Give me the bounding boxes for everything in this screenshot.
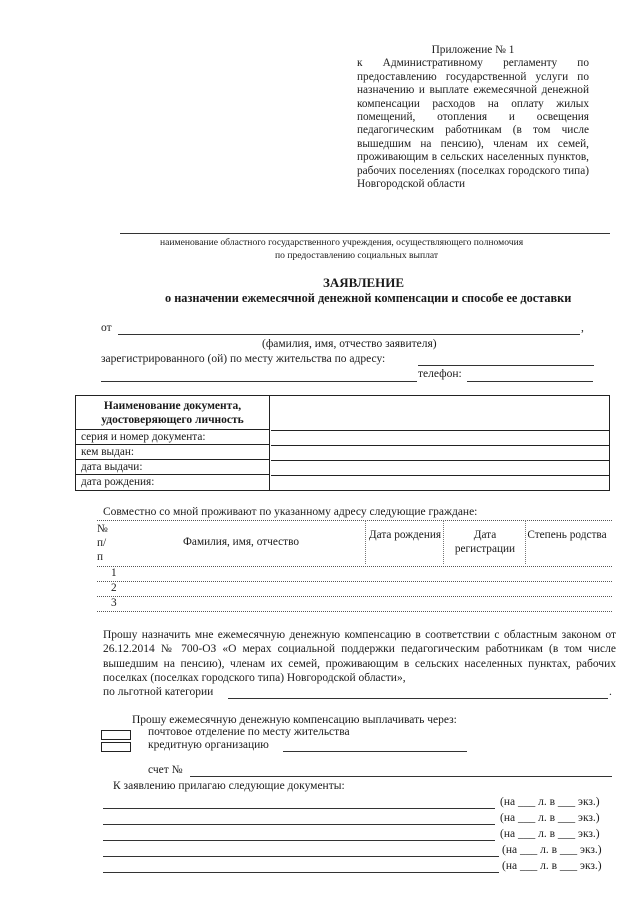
post-office-checkbox[interactable] xyxy=(101,730,131,740)
account-label: счет № xyxy=(148,764,183,776)
appendix-block xyxy=(357,44,589,191)
col-birth-date: Дата рождения xyxy=(368,529,442,541)
address-label: зарегистрированного (ой) по месту жительства по адресу: xyxy=(101,353,386,365)
resident-row-1[interactable] xyxy=(97,581,612,582)
payment-intro: Прошу ежемесячную денежную компенсацию выплачивать через: xyxy=(132,714,457,726)
phone-label: телефон: xyxy=(418,368,462,380)
appendix-title: Приложение № 1 xyxy=(431,44,515,56)
attachment-field-5[interactable] xyxy=(103,872,499,873)
post-office-label: почтовое отделение по месту жительства xyxy=(148,726,350,738)
category-field[interactable] xyxy=(228,698,608,699)
attachment-field-1[interactable] xyxy=(103,808,495,809)
col-number: № п/ п xyxy=(97,523,108,563)
doc-field-issued-by[interactable] xyxy=(271,445,609,461)
doc-row-birth-date: дата рождения: xyxy=(76,475,270,490)
credit-org-field[interactable] xyxy=(283,751,467,752)
attachment-field-2[interactable] xyxy=(103,824,495,825)
resident-row-3-number: 3 xyxy=(111,597,117,609)
col-registration-date: Дата регистрации xyxy=(454,529,516,555)
doc-field-birth-date[interactable] xyxy=(271,475,609,490)
doc-field-series[interactable] xyxy=(271,430,609,446)
credit-org-checkbox[interactable] xyxy=(101,742,131,752)
document-subtitle: о назначении ежемесячной денежной компенсации и способе ее доставки xyxy=(165,291,572,305)
phone-field[interactable] xyxy=(467,381,593,382)
resident-row-3[interactable] xyxy=(97,611,612,612)
doc-field-issue-date[interactable] xyxy=(271,460,609,476)
account-field[interactable] xyxy=(190,776,612,777)
attachments-intro: К заявлению прилагаю следующие документы: xyxy=(113,780,345,792)
institution-name-line[interactable] xyxy=(120,233,610,234)
address-field-2[interactable] xyxy=(101,381,417,382)
from-comma: , xyxy=(581,322,584,334)
request-paragraph: Прошу назначить мне ежемесячную денежную компенсацию в соответствии с областным законом от 26.12.2014 № 700-ОЗ «О мерах социальной поддержки педагогическим работникам (в том числе вышедшим на пенсию), членам их семей, проживающим в сельских населенных пунктах, рабочих поселках (поселках городского типа) Новгородской области», xyxy=(103,629,616,685)
identity-doc-name-field[interactable] xyxy=(271,396,609,431)
identity-document-table xyxy=(75,395,610,491)
category-dot: . xyxy=(609,686,612,698)
resident-row-1-number: 1 xyxy=(111,567,117,579)
col-relation: Степень родства xyxy=(527,529,607,541)
attachment-suffix-4: (на ___ л. в ___ экз.) xyxy=(502,844,602,856)
resident-row-2[interactable] xyxy=(97,596,612,597)
address-field-1[interactable] xyxy=(418,365,594,366)
residents-intro: Совместно со мной проживают по указанному адресу следующие граждане: xyxy=(103,506,478,518)
institution-caption-2: по предоставлению социальных выплат xyxy=(275,250,439,261)
resident-row-2-number: 2 xyxy=(111,582,117,594)
attachment-suffix-5: (на ___ л. в ___ экз.) xyxy=(502,860,602,872)
document-title: ЗАЯВЛЕНИЕ xyxy=(323,275,405,290)
from-label: от xyxy=(101,322,112,334)
attachment-field-3[interactable] xyxy=(103,840,495,841)
institution-caption-1: наименование областного государственного учреждения, осуществляющего полномочия xyxy=(160,237,524,248)
credit-org-label: кредитную организацию xyxy=(148,739,269,751)
appendix-body: к Административному регламенту по предоставлению государственной услуги по назначению и выплате ежемесячной денежной компенсации расходов на оплату жилых помещений, отопления и освещения педагогическим работникам (в том числе вышедшим на пенсию), членам их семей, проживающим в сельских населенных пунктов, рабочих поселениях (поселках городского типа) Новгородской области xyxy=(357,57,589,191)
attachment-suffix-1: (на ___ л. в ___ экз.) xyxy=(500,796,600,808)
doc-row-issue-date: дата выдачи: xyxy=(76,460,270,475)
attachment-suffix-3: (на ___ л. в ___ экз.) xyxy=(500,828,600,840)
attachment-field-4[interactable] xyxy=(103,856,499,857)
doc-row-issued-by: кем выдан: xyxy=(76,445,270,460)
applicant-name-field[interactable] xyxy=(118,334,580,335)
category-label: по льготной категории xyxy=(103,686,214,698)
col-fio: Фамилия, имя, отчество xyxy=(183,536,299,548)
doc-row-series: серия и номер документа: xyxy=(76,430,270,445)
identity-doc-header: Наименование документа, удостоверяющего личность xyxy=(76,396,270,430)
fio-caption: (фамилия, имя, отчество заявителя) xyxy=(262,338,437,350)
attachment-suffix-2: (на ___ л. в ___ экз.) xyxy=(500,812,600,824)
